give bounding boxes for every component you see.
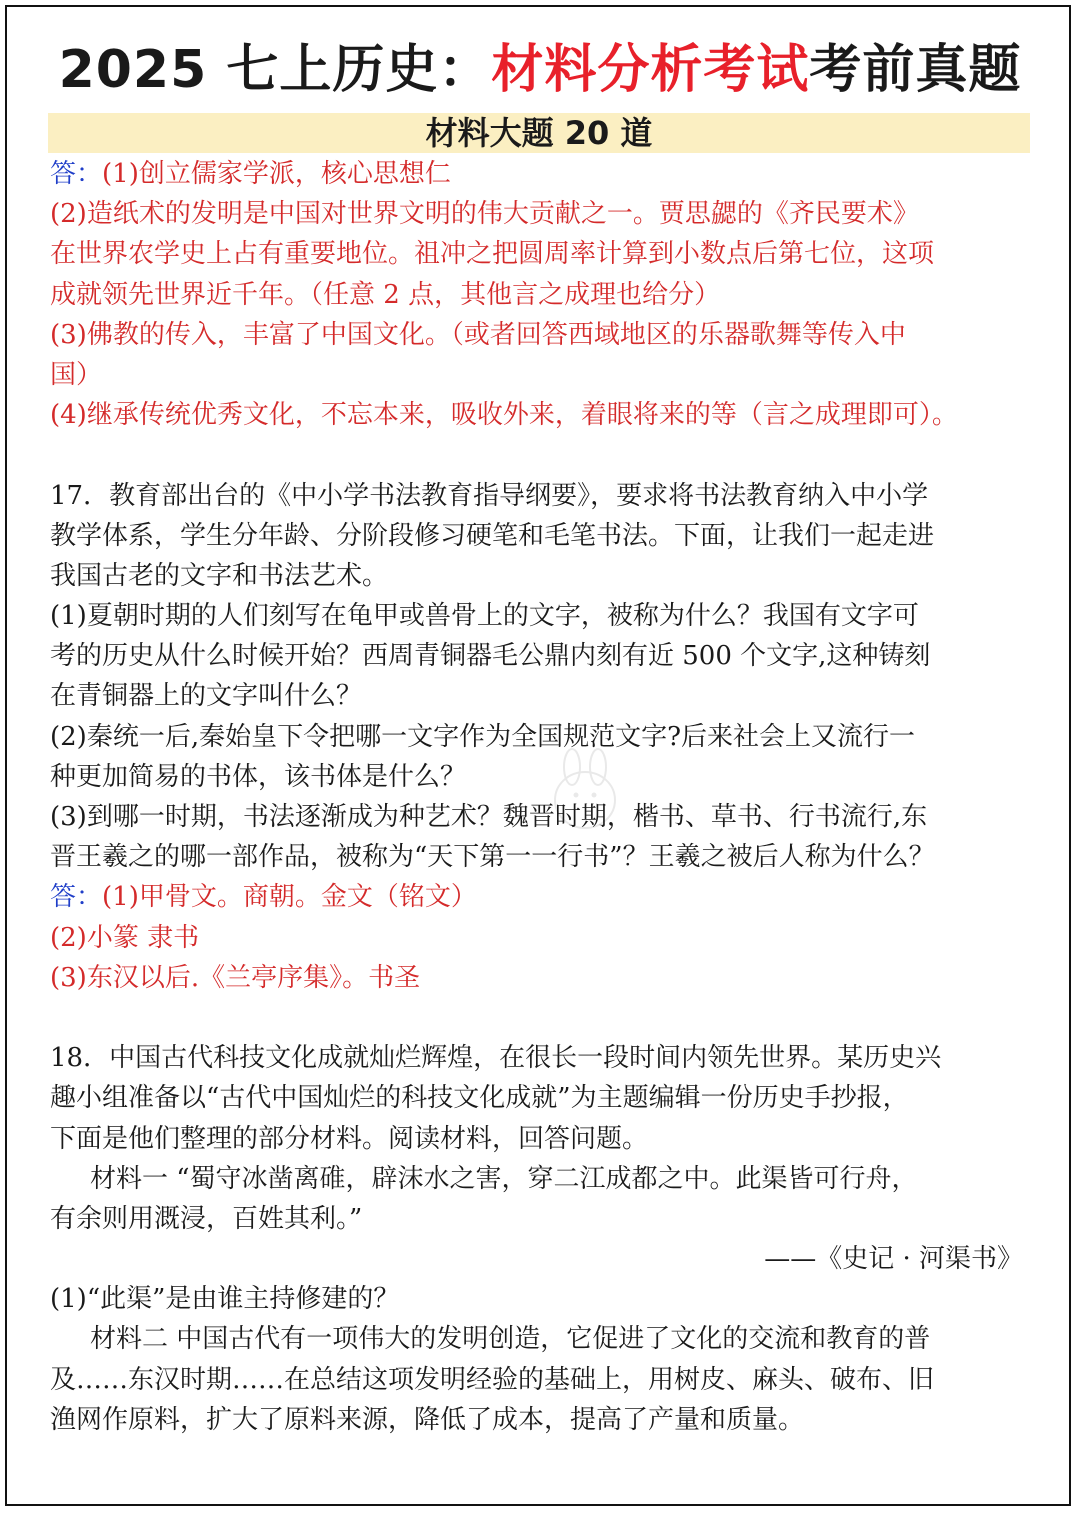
question-line: (1)夏朝时期的人们刻写在龟甲或兽骨上的文字，被称为什么？我国有文字可 (50, 601, 919, 632)
question-line: 考的历史从什么时候开始？西周青铜器毛公鼎内刻有近 500 个文字,这种铸刻 (50, 641, 931, 672)
question-17 (50, 476, 1035, 878)
question-18 (50, 1038, 1035, 1440)
page-title (0, 38, 1080, 102)
answer-line: (2)造纸术的发明是中国对世界文明的伟大贡献之一。贾思勰的《齐民要术》 (50, 199, 919, 230)
q17-answer-block (50, 877, 1035, 998)
q16-answer-block (50, 154, 1035, 435)
question-line: 教学体系，学生分年龄、分阶段修习硬笔和毛笔书法。下面，让我们一起走进 (50, 520, 935, 551)
question-line: 种更加简易的书体，该书体是什么？ (50, 761, 467, 792)
answer-line: (4)继承传统优秀文化，不忘本来，吸收外来，着眼将来的等（言之成理即可）。 (50, 400, 958, 431)
material-line: 材料二 中国古代有一项伟大的发明创造，它促进了文化的交流和教育的普 (90, 1324, 931, 1355)
material-line: 有余则用溉浸，百姓其利。” (50, 1203, 363, 1234)
answer-line (50, 154, 1035, 194)
answer-label: 答： (50, 159, 103, 189)
subtitle-text: 材料大题 20 道 (425, 114, 653, 152)
question-line: 趣小组准备以“古代中国灿烂的科技文化成就”为主题编辑一份历史手抄报， (50, 1083, 909, 1114)
answer-line: 成就领先世界近千年。（任意 2 点，其他言之成理也给分） (50, 279, 721, 310)
title-part-highlight: 材料分析考试 (491, 40, 810, 100)
spacer (50, 998, 1035, 1038)
question-line: 18．中国古代科技文化成就灿烂辉煌，在很长一段时间内领先世界。某历史兴 (50, 1043, 942, 1074)
material-line: 及……东汉时期……在总结这项发明经验的基础上，用树皮、麻头、破布、旧 (50, 1364, 935, 1395)
question-line: 晋王羲之的哪一部作品，被称为“天下第一一行书”？王羲之被后人称为什么？ (50, 842, 935, 873)
question-line: (3)到哪一时期，书法逐渐成为种艺术？魏晋时期，楷书、草书、行书流行,东 (50, 802, 928, 832)
answer-line: (3)东汉以后.《兰亭序集》。书圣 (50, 962, 421, 993)
answer-text: (1)创立儒家学派，核心思想仁 (102, 159, 451, 189)
answer-line: (3)佛教的传入，丰富了中国文化。（或者回答西域地区的乐器歌舞等传入中 (50, 319, 906, 350)
answer-line: (2)小篆 隶书 (50, 922, 200, 953)
question-line: 17．教育部出台的《中小学书法教育指导纲要》，要求将书法教育纳入中小学 (50, 480, 929, 511)
material-line: 渔网作原料，扩大了原料来源，降低了成本，提高了产量和质量。 (50, 1404, 805, 1435)
question-line: 下面是他们整理的部分材料。阅读材料，回答问题。 (50, 1123, 649, 1154)
subtitle-banner (48, 113, 1030, 153)
answer-line (50, 877, 1035, 917)
spacer (50, 435, 1035, 475)
title-part-year: 2025 七上历史： (58, 40, 492, 100)
question-line: 我国古老的文字和书法艺术。 (50, 560, 389, 591)
material-line: 材料一 “蜀守冰凿离碓，辟沫水之害，穿二江成都之中。此渠皆可行舟， (90, 1163, 918, 1194)
title-part-end: 考前真题 (809, 40, 1022, 100)
answer-line: 在世界农学史上占有重要地位。祖冲之把圆周率计算到小数点后第七位，这项 (50, 239, 935, 270)
answer-label: 答： (50, 882, 103, 913)
answer-line: 国） (50, 359, 103, 390)
answer-text: (1)甲骨文。商朝。金文（铭文） (102, 882, 477, 913)
question-line: 在青铜器上的文字叫什么？ (50, 681, 363, 712)
document-body (50, 154, 1035, 1440)
question-line: (1)“此渠”是由谁主持修建的？ (50, 1284, 400, 1315)
material-source: ——《史记 · 河渠书》 (764, 1244, 1023, 1275)
question-line: (2)秦统一后,秦始皇下令把哪一文字作为全国规范文字?后来社会上又流行一 (50, 721, 916, 752)
